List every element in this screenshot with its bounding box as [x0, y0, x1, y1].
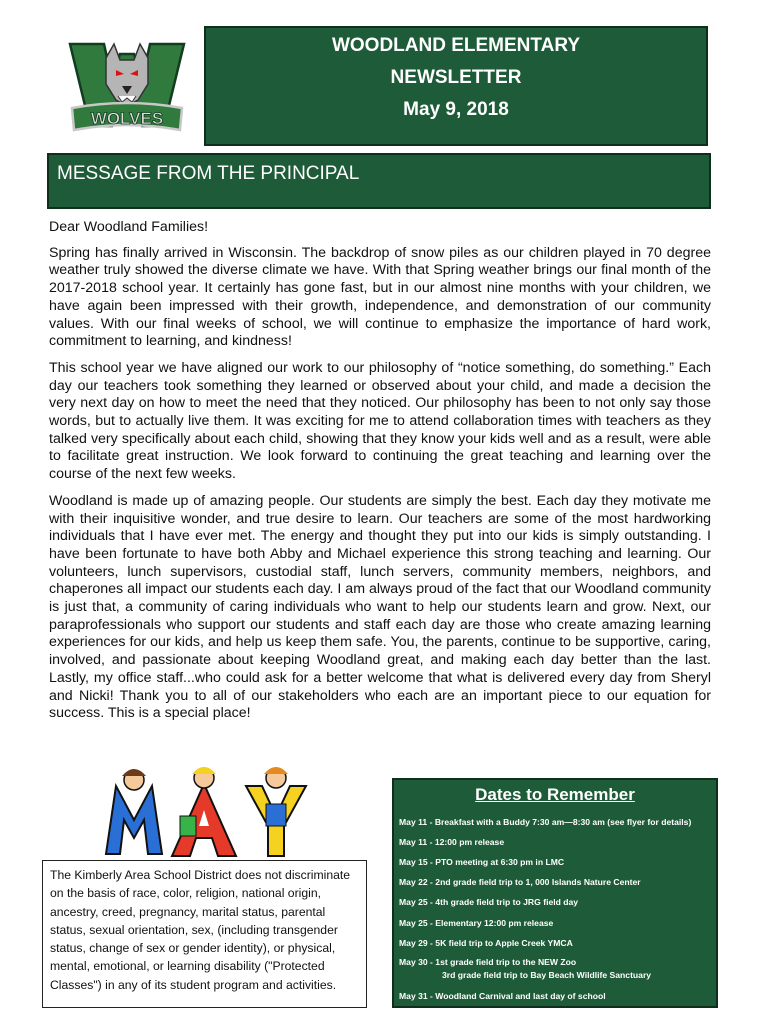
paragraph-2: This school year we have aligned our work to our philosophy of “notice something, do something.” Each day our teachers took something they learned or observed about your child, and made a decision the very next day on how to meet the need that they noticed. Our philosophy has been to not only say those words, but to actually live them. It was exciting for me to attend collaboration times with teachers as they talked very specifically about each child, showing that they know your kids well and as a result, were able to facilitate great instruction. We look forward to continuing the great teaching and learning over the course of the next few weeks. [49, 359, 711, 483]
wolves-logo [68, 40, 186, 136]
dates-to-remember [392, 778, 718, 1008]
date-item: May 15 - PTO meeting at 6:30 pm in LMC [399, 857, 565, 867]
newsletter-header [204, 26, 708, 146]
may-clipart [100, 764, 310, 864]
date-item: May 25 - 4th grade field trip to JRG field day [399, 897, 579, 907]
dates-title: Dates to Remember [475, 785, 635, 804]
letter-m-figure [106, 769, 162, 854]
school-name: WOODLAND ELEMENTARY [331, 35, 581, 56]
letter-y-figure [246, 767, 306, 856]
letter-a-figure [172, 767, 236, 856]
date-item: May 31 - Woodland Carnival and last day of school [399, 991, 606, 1001]
may-clipart-text: MAY [203, 863, 207, 864]
principal-message [49, 219, 711, 732]
date-item [399, 956, 651, 982]
newsletter-date: May 9, 2018 [403, 99, 509, 120]
greeting: Dear Woodland Families! [49, 219, 209, 235]
paragraph-1: Spring has finally arrived in Wisconsin. The backdrop of snow piles as our children played in 70 degree weather truly showed the diverse climate we have. With that Spring weather brings our final month of the 2017-2018 school year. It certainly has gone fast, but in our almost nine months with your children, we have again been impressed with their growth, independence, and demonstration of our community values. With our final weeks of school, we will continue to emphasize the importance of hard work, commitment to learning, and kindness! [49, 244, 711, 350]
date-item: May 22 - 2nd grade field trip to 1, 000 Islands Nature Center [399, 877, 641, 887]
newsletter-title: NEWSLETTER [390, 67, 522, 88]
date-item: May 11 - 12:00 pm release [399, 837, 505, 847]
date-item-text: May 30 - 1st grade field trip to the NEW Zoo [399, 957, 577, 967]
nondiscrimination-notice: The Kimberly Area School District does not discriminate on the basis of race, color, religion, national origin, ancestry, creed, pregnancy, marital status, parental status, sexual orientation, sex, (including transgender status, change of sex or gender identity), or physical, mental, emotional, or learning disability ("Protected Classes") in any of its student program and activities. [42, 860, 367, 1008]
date-item-subtext: 3rd grade field trip to Bay Beach Wildlife Sanctuary [442, 970, 652, 980]
paragraph-3: Woodland is made up of amazing people. Our students are simply the best. Each day they motivate me with their inquisitive wonder, and true desire to learn. Our teachers are some of the most hardworking individuals that I have ever met. The energy and thought they put into our kids is simply outstanding. I have been fortunate to have both Abby and Michael experience this strong teaching and learning. Our volunteers, lunch supervisors, custodial staff, lunch servers, community members, neighbors, and chaperones all impact our students each day. I am always proud of the fact that our Woodland community is just that, a community of caring individuals who want to help our students learn and grow. Next, our paraprofessionals who support our students and staff each day are those who create amazing learning experiences for our kids, and help us keep them safe. You, the parents, continue to be supportive, caring, involved, and passionate about keeping Woodland great, and making each day better than the last. Lastly, my office staff...who could ask for a better welcome that what is delivered every day from Sheryl and Nicki! Thank you to all of our stakeholders who each are an important piece to our equation for success. This is a special place! [49, 492, 711, 722]
principal-heading: MESSAGE FROM THE PRINCIPAL [47, 153, 711, 209]
date-item: May 29 - 5K field trip to Apple Creek YMCA [399, 938, 573, 948]
date-item: May 11 - Breakfast with a Buddy 7:30 am—8:30 am (see flyer for details) [399, 817, 692, 827]
date-item: May 25 - Elementary 12:00 pm release [399, 918, 554, 928]
wolves-logo-text: WOLVES [90, 109, 164, 128]
